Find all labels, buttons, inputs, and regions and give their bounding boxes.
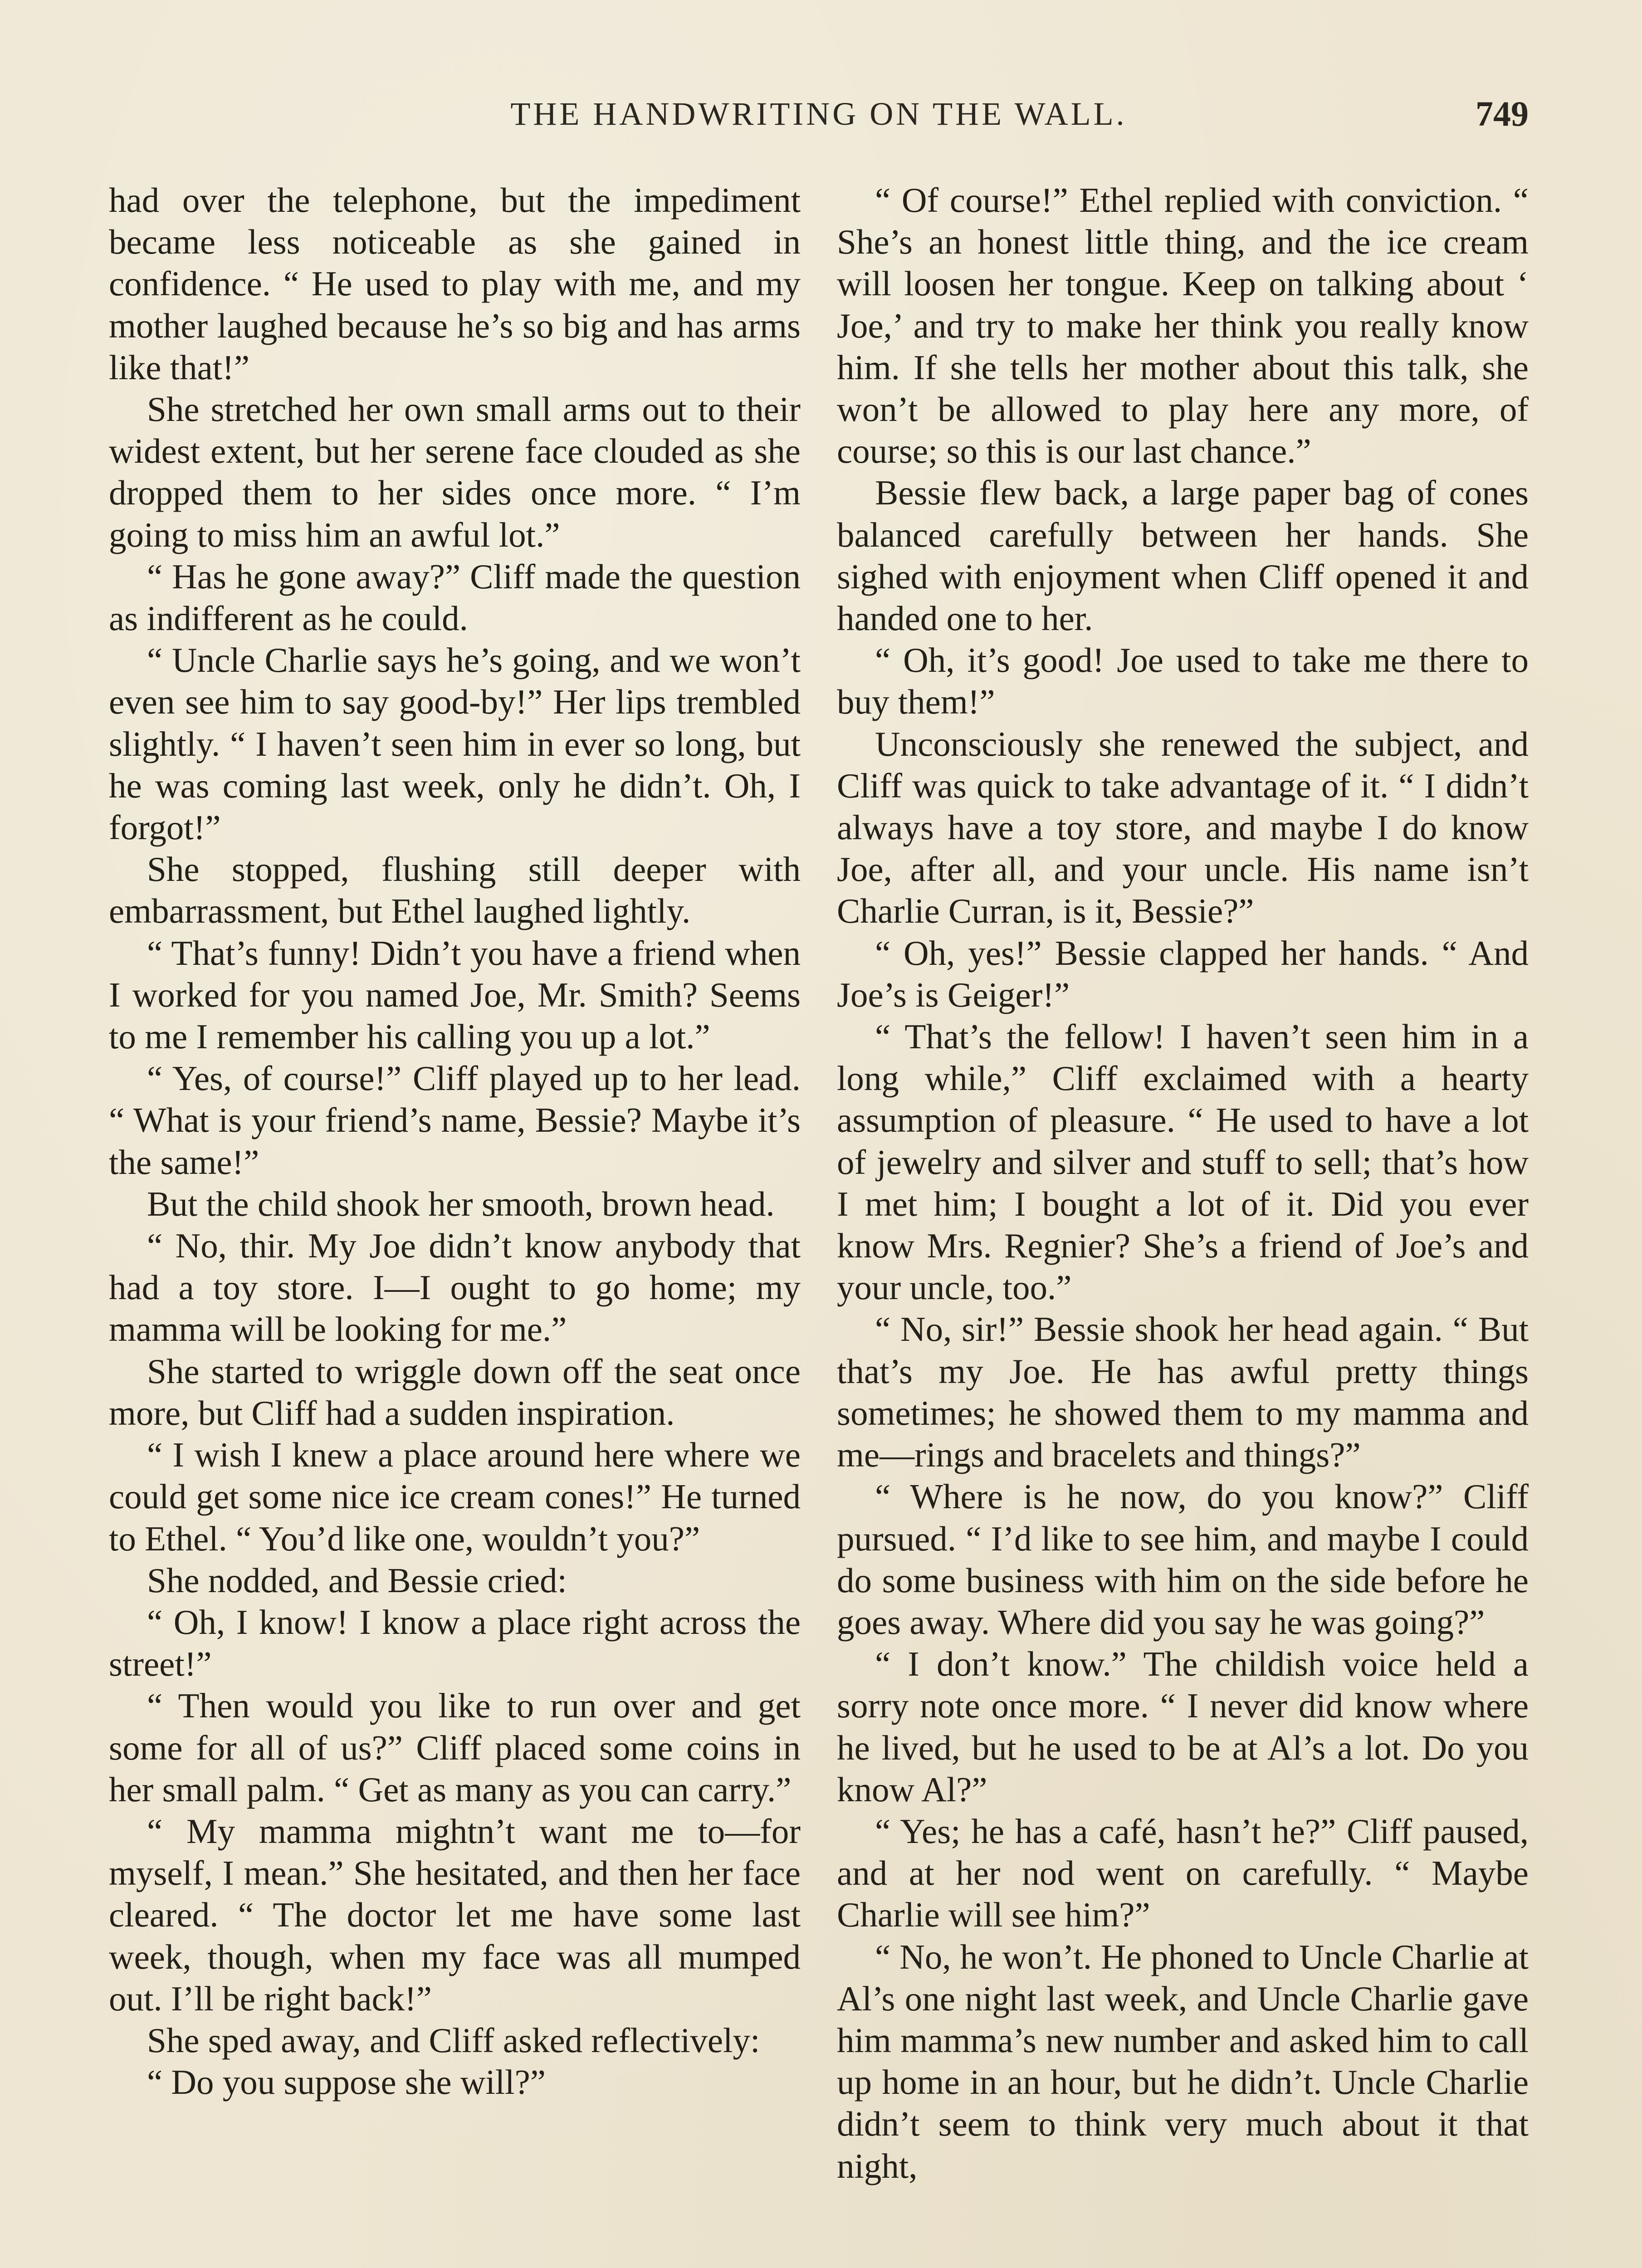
paragraph: “ Uncle Charlie says he’s going, and we won’t even see him to say good-by!” Her lips trembled slightly. “ I haven’t seen him in ever so long, but he was coming last week, only he didn’t. Oh, I forgot!” bbox=[109, 640, 801, 847]
paragraph: “ Oh, yes!” Bessie clapped her hands. “ And Joe’s is Geiger!” bbox=[837, 933, 1529, 1014]
paragraph: “ Do you suppose she will?” bbox=[147, 2063, 546, 2102]
paragraph: She started to wriggle down off the seat once more, but Cliff had a sudden inspiration. bbox=[109, 1351, 801, 1432]
paragraph: Unconsciously she renewed the subject, and Cliff was quick to take advantage of it. “ I didn’t always have a toy store, and maybe I do know Joe, after all, and your uncle. His name isn’t Charlie Curran, is it, Bessie?” bbox=[837, 724, 1529, 931]
paragraph: But the child shook her smooth, brown head. bbox=[147, 1184, 775, 1223]
paragraph: Bessie flew back, a large paper bag of cones balanced carefully between her hands. She sighed with enjoyment when Cliff opened it and handed one to her. bbox=[837, 473, 1529, 638]
paragraph: “ No, thir. My Joe didn’t know anybody that had a toy store. I—I ought to go home; my mamma will be looking for me.” bbox=[109, 1226, 801, 1349]
paragraph: “ Then would you like to run over and get some for all of us?” Cliff placed some coins in her small palm. “ Get as many as you can carry.” bbox=[109, 1686, 801, 1809]
paragraph: “ I don’t know.” The childish voice held a sorry note once more. “ I never did know where he lived, but he used to be at Al’s a lot. Do you know Al?” bbox=[837, 1644, 1529, 1809]
paragraph: “ Yes; he has a café, hasn’t he?” Cliff paused, and at her nod went on carefully. “ Maybe Charlie will see him?” bbox=[837, 1811, 1529, 1935]
paragraph: “ I wish I knew a place around here where we could get some nice ice cream cones!” He turned to Ethel. “ You’d like one, wouldn’t you?” bbox=[109, 1435, 801, 1558]
paragraph: She stretched her own small arms out to their widest extent, but her serene face clouded as she dropped them to her sides once more. “ I’m going to miss him an awful lot.” bbox=[109, 390, 801, 554]
paragraph: She stopped, flushing still deeper with embarrassment, but Ethel laughed lightly. bbox=[109, 850, 801, 931]
paragraph: “ That’s funny! Didn’t you have a friend when I worked for you named Joe, Mr. Smith? Seems to me I remember his calling you up a lot.” bbox=[109, 933, 801, 1056]
page-number: 749 bbox=[1476, 94, 1529, 133]
paragraph: She sped away, and Cliff asked reflectively: bbox=[147, 2020, 760, 2060]
paragraph: “ Of course!” Ethel replied with conviction. “ She’s an honest little thing, and the ice cream will loosen her tongue. Keep on talking about ‘ Joe,’ and try to make her think you really know him. If she tells her mother about this talk, she won’t be allowed to play here any more, of course; so this is our last chance.” bbox=[837, 181, 1529, 471]
paragraph: “ Yes, of course!” Cliff played up to her lead. “ What is your friend’s name, Bessie? Maybe it’s the same!” bbox=[109, 1059, 801, 1182]
paragraph: had over the telephone, but the impediment became less noticeable as she gained in confidence. “ He used to play with me, and my mother laughed because he’s so big and has arms like that!” bbox=[109, 181, 801, 387]
paragraph: “ No, he won’t. He phoned to Uncle Charlie at Al’s one night last week, and Uncle Charlie gave him mamma’s new number and asked him to call up home in an hour, but he didn’t. Uncle Charlie didn’t seem to think very much about it that night, bbox=[837, 1937, 1529, 2185]
paragraph: “ That’s the fellow! I haven’t seen him in a long while,” Cliff exclaimed with a hearty assumption of pleasure. “ He used to have a lot of jewelry and silver and stuff to sell; that’s how I met him; I bought a lot of it. Did you ever know Mrs. Regnier? She’s a friend of Joe’s and your uncle, too.” bbox=[837, 1017, 1529, 1307]
paragraph: “ Where is he now, do you know?” Cliff pursued. “ I’d like to see him, and maybe I could do some business with him on the side before he goes away. Where did you say he was going?” bbox=[837, 1477, 1529, 1642]
paragraph: “ Oh, I know! I know a place right across the street!” bbox=[109, 1602, 801, 1684]
left-text-column bbox=[109, 179, 801, 2103]
paragraph: “ Has he gone away?” Cliff made the question as indifferent as he could. bbox=[109, 557, 801, 638]
paragraph: “ My mamma mightn’t want me to—for myself, I mean.” She hesitated, and then her face cleared. “ The doctor let me have some last week, though, when my face was all mumped out. I’ll be right back!” bbox=[109, 1811, 801, 2018]
running-head bbox=[109, 91, 1529, 145]
right-text-column bbox=[837, 179, 1529, 2187]
paragraph: She nodded, and Bessie cried: bbox=[147, 1560, 567, 1600]
paragraph: “ Oh, it’s good! Joe used to take me there to buy them!” bbox=[837, 640, 1529, 722]
paragraph: “ No, sir!” Bessie shook her head again. “ But that’s my Joe. He has awful pretty things sometimes; he showed them to my mamma and me—rings and bracelets and things?” bbox=[837, 1310, 1529, 1475]
running-title: THE HANDWRITING ON THE WALL. bbox=[510, 96, 1127, 132]
